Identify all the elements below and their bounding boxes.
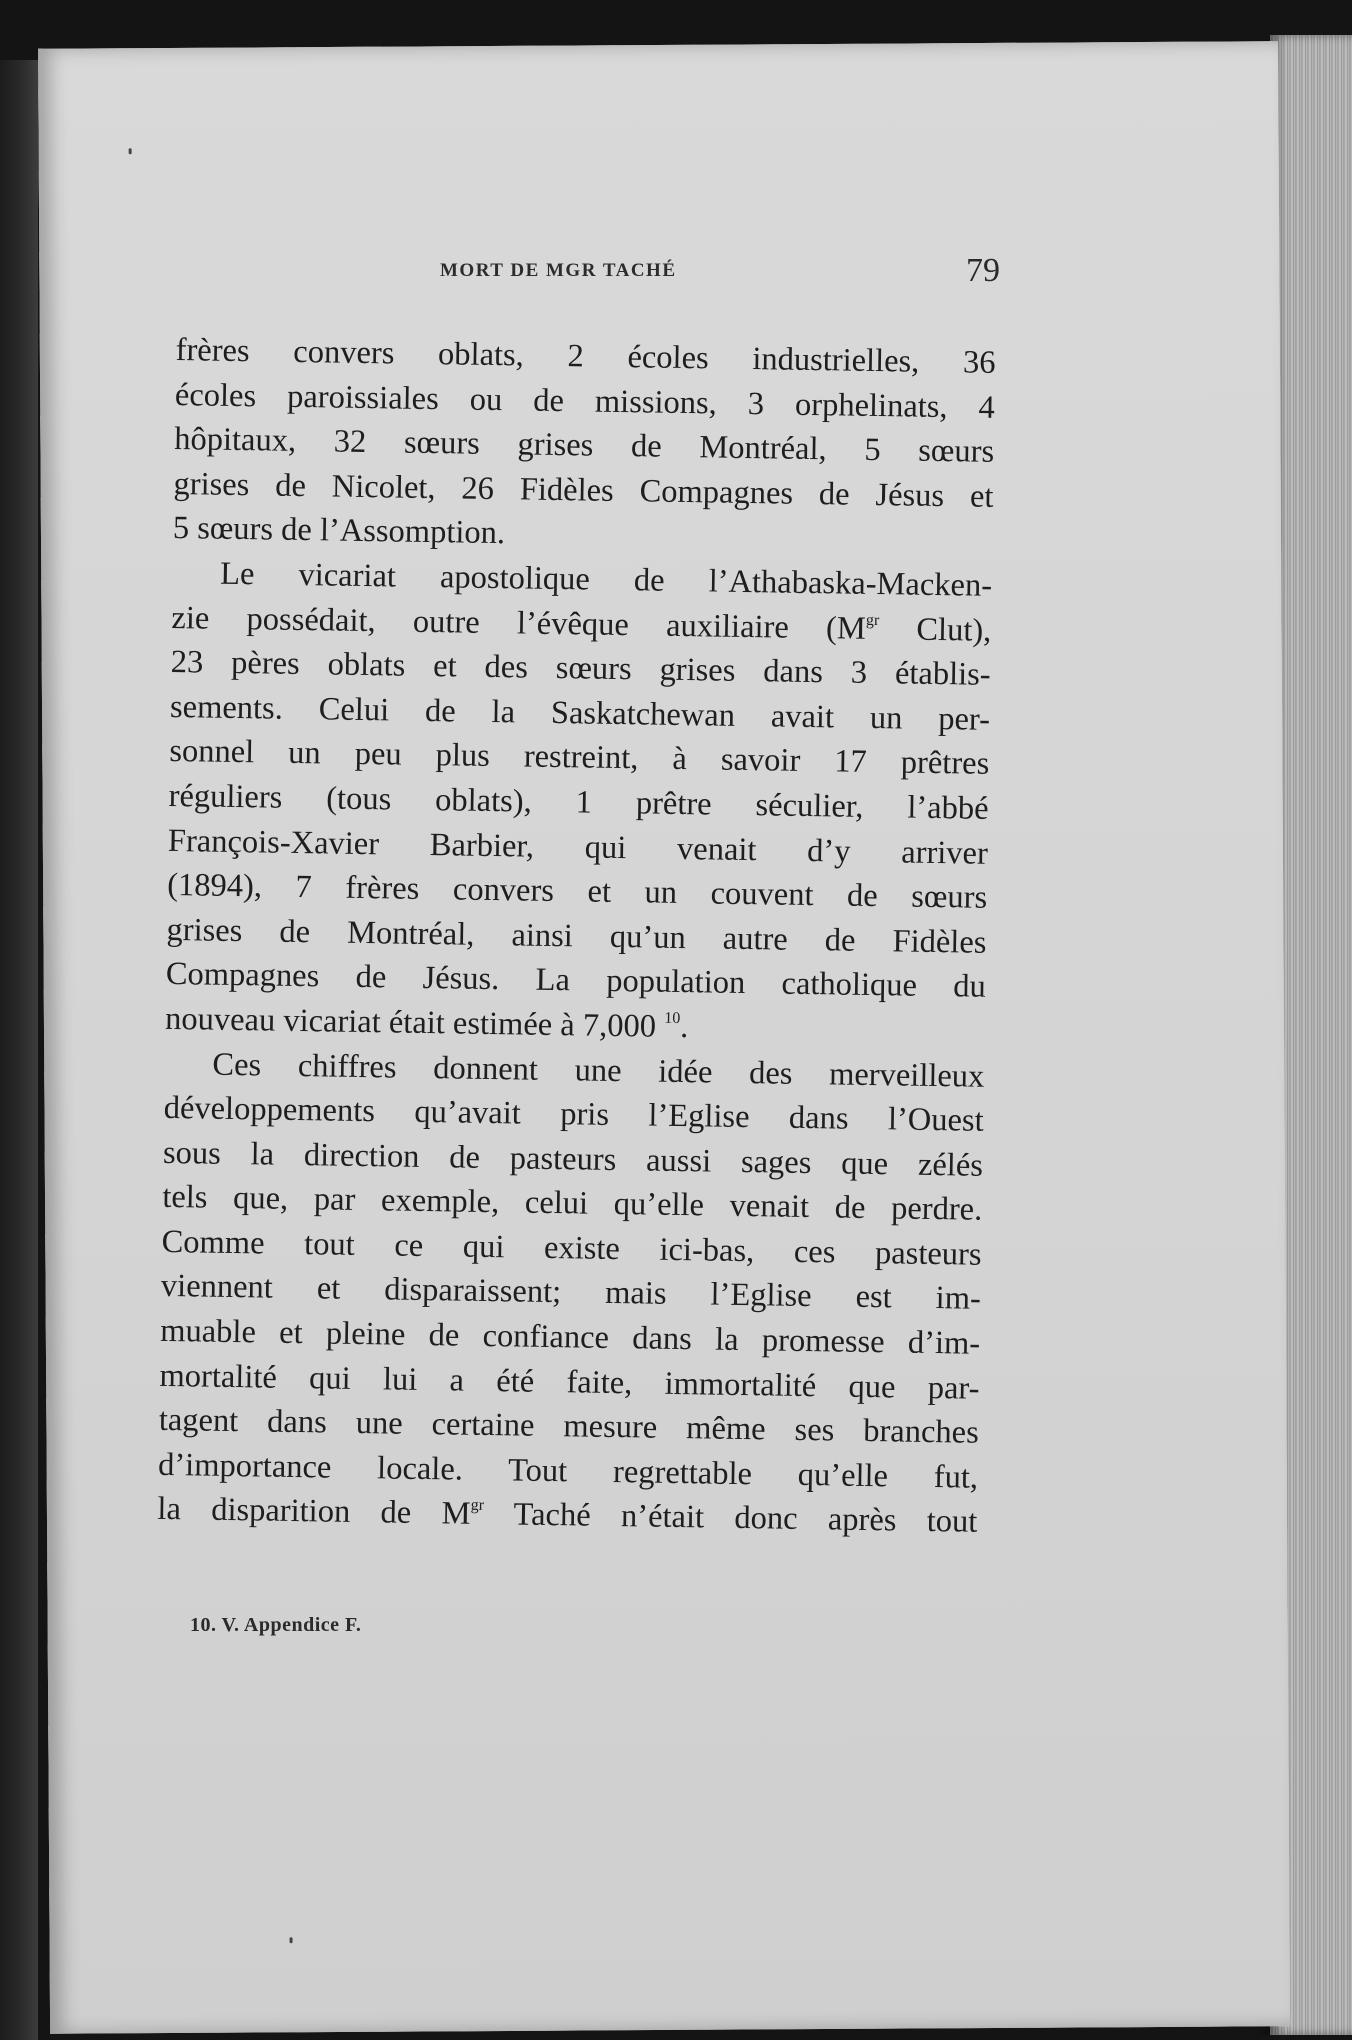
text-line: grises de Montréal, ainsi qu’un autre de Fidèles	[166, 911, 987, 961]
text-line: d’importance locale. Tout regrettable qu’elle fut,	[157, 1446, 979, 1496]
page-number: 79	[966, 252, 1000, 289]
footnote-reference[interactable]: 10	[664, 1009, 681, 1027]
text-line: 23 pères oblats et des sœurs grises dans 3 établis-	[170, 644, 991, 693]
text-line: hôpitaux, 32 sœurs grises de Montréal, 5 sœurs	[173, 421, 995, 471]
text-fragment: .	[679, 1008, 689, 1046]
text-fragment: nouveau vicariat était estimée à 7,000	[164, 1000, 657, 1045]
text-line: tagent dans une certaine mesure même ses branches	[158, 1402, 980, 1451]
text-fragment: Clut),	[878, 610, 992, 649]
running-head	[170, 252, 1000, 298]
text-line: viennent et disparaissent; mais l’Eglise est im-	[160, 1268, 982, 1318]
text-line: sonnel un peu plus restreint, à savoir 17 prêtres	[169, 733, 990, 783]
footnote: 10. V. Appendice F.	[190, 1614, 362, 1636]
text-line: développements qu’avait pris l’Eglise dans l’Ouest	[163, 1089, 984, 1139]
text-fragment: la disparition de M	[157, 1491, 471, 1533]
text-line: mortalité qui lui a été faite, immortalité que par-	[159, 1357, 980, 1407]
text-fragment: zie possédait, outre l’évêque auxiliaire (M	[171, 599, 867, 647]
text-line: Compagnes de Jésus. La population catholique du	[165, 956, 987, 1006]
text-line: Comme tout ce qui existe ici-bas, ces pasteurs	[161, 1223, 982, 1273]
text-line: grises de Nicolet, 26 Fidèles Compagnes de Jésus et	[173, 465, 994, 515]
text-line: Ces chiffres donnent une idée des merveilleux	[212, 1046, 985, 1095]
text-line: écoles paroissiales ou de missions, 3 orphelinats, 4	[174, 376, 996, 426]
superscript: gr	[470, 1497, 485, 1515]
text-line: sements. Celui de la Saskatchewan avait un per-	[169, 688, 991, 738]
text-line: muable et pleine de confiance dans la promesse d’im-	[159, 1312, 981, 1362]
text-line: Le vicariat apostolique de l’Athabaska-Macken-	[219, 555, 993, 604]
text-line: tels que, par exemple, celui qu’elle venait de perdre.	[162, 1179, 983, 1229]
body-text	[157, 328, 996, 1545]
text-line: François-Xavier Barbier, qui venait d’y arriver	[167, 822, 989, 872]
dust-speck	[129, 148, 132, 154]
text-line: réguliers (tous oblats), 1 prêtre séculier, l’abbé	[168, 777, 989, 827]
text-fragment: Taché n’était donc après tout	[483, 1496, 978, 1541]
text-line: frères convers oblats, 2 écoles industrielles, 36	[175, 331, 996, 381]
superscript: gr	[865, 611, 880, 629]
text-line: 5 sœurs de l’Assomption.	[172, 510, 506, 552]
dust-speck	[290, 1937, 293, 1943]
text-line: (1894), 7 frères convers et un couvent de sœurs	[166, 867, 988, 916]
text-line: sous la direction de pasteurs aussi sages que zélés	[162, 1134, 984, 1184]
running-title: MORT DE MGR TACHÉ	[440, 260, 677, 281]
left-page-edge	[0, 60, 38, 2040]
